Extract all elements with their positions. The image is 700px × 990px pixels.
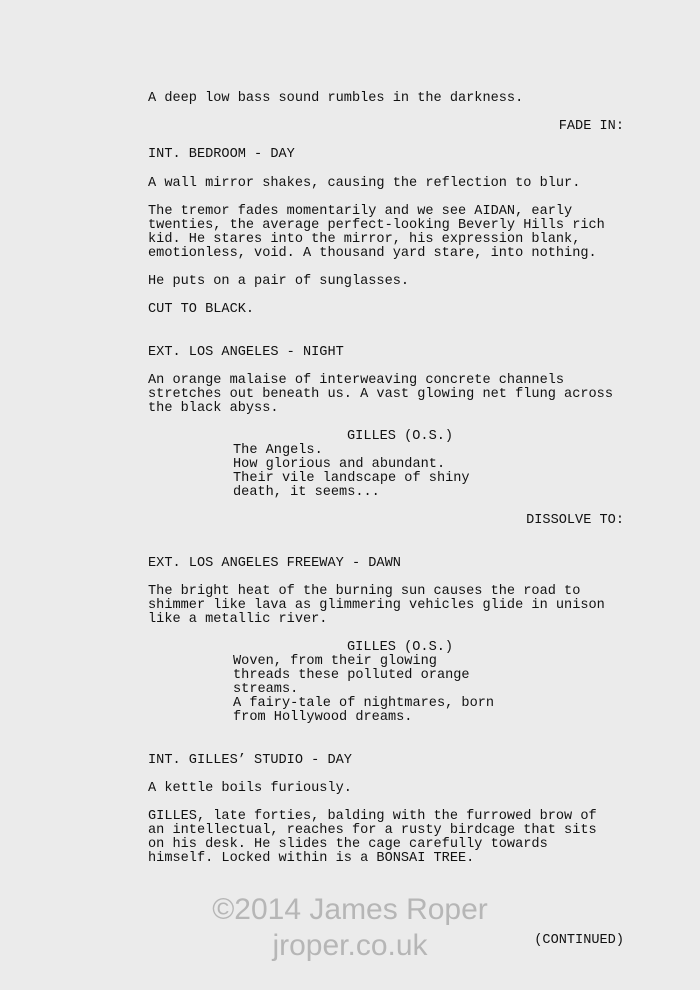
character-name: GILLES (O.S.)	[347, 640, 454, 655]
scene-heading: INT. BEDROOM - DAY	[148, 147, 295, 162]
watermark-copyright: ©2014 James Roper	[212, 893, 488, 926]
watermark-url: jroper.co.uk	[272, 929, 428, 962]
action-line: stretches out beneath us. A vast glowing net flung across	[148, 387, 613, 402]
dialogue-line: How glorious and abundant.	[233, 457, 446, 472]
action-line: on his desk. He slides the cage carefully towards	[148, 837, 548, 852]
scene-heading: INT. GILLES’ STUDIO - DAY	[148, 753, 352, 768]
action-line: GILLES, late forties, balding with the furrowed brow of	[148, 809, 597, 824]
intro-action: A deep low bass sound rumbles in the darkness.	[148, 91, 524, 106]
character-name: GILLES (O.S.)	[347, 429, 454, 444]
action-line: emotionless, void. A thousand yard stare, into nothing.	[148, 246, 597, 261]
dialogue-line: A fairy-tale of nightmares, born	[233, 696, 495, 711]
dialogue-line: threads these polluted orange	[233, 668, 470, 683]
dialogue-line: The Angels.	[233, 443, 323, 458]
fade-in-transition: FADE IN:	[558, 119, 624, 134]
dissolve-transition: DISSOLVE TO:	[526, 513, 624, 528]
action-line: like a metallic river.	[148, 612, 328, 627]
action-line: He puts on a pair of sunglasses.	[148, 274, 410, 289]
action-line: An orange malaise of interweaving concrete channels	[148, 373, 565, 388]
action-line: A kettle boils furiously.	[148, 781, 352, 796]
action-line: himself. Locked within is a BONSAI TREE.	[148, 851, 475, 866]
action-line: The tremor fades momentarily and we see AIDAN, early	[148, 204, 573, 219]
action-line: the black abyss.	[148, 401, 279, 416]
continued-marker: (CONTINUED)	[534, 933, 624, 948]
dialogue-line: Woven, from their glowing	[233, 654, 437, 669]
scene-heading: EXT. LOS ANGELES FREEWAY - DAWN	[148, 556, 401, 571]
action-line: twenties, the average perfect-looking Beverly Hills rich	[148, 218, 605, 233]
action-line: A wall mirror shakes, causing the reflection to blur.	[148, 176, 581, 191]
action-line: an intellectual, reaches for a rusty birdcage that sits	[148, 823, 597, 838]
dialogue-line: Their vile landscape of shiny	[233, 471, 470, 486]
action-line: The bright heat of the burning sun causes the road to	[148, 584, 581, 599]
cut-transition: CUT TO BLACK.	[148, 302, 255, 317]
action-line: shimmer like lava as glimmering vehicles glide in unison	[148, 598, 605, 613]
action-line: kid. He stares into the mirror, his expression blank,	[148, 232, 581, 247]
dialogue-line: streams.	[233, 682, 299, 697]
dialogue-line: from Hollywood dreams.	[233, 710, 413, 725]
dialogue-line: death, it seems...	[233, 485, 380, 500]
scene-heading: EXT. LOS ANGELES - NIGHT	[148, 345, 344, 360]
